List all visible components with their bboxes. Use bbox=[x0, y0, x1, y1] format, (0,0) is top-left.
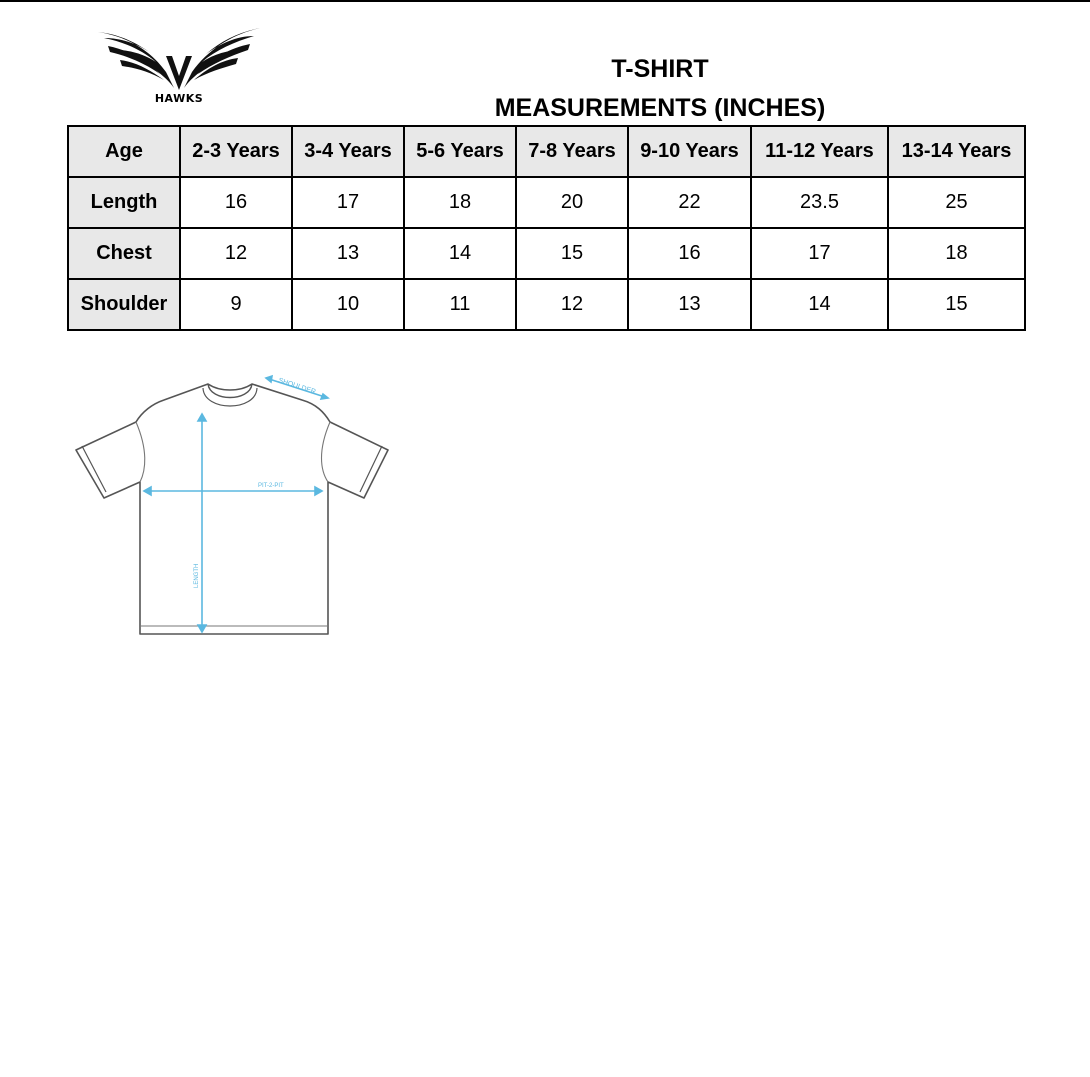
table-header-row bbox=[68, 126, 1025, 177]
table-cell: 22 bbox=[628, 177, 751, 228]
table-cell: 18 bbox=[404, 177, 516, 228]
table-cell: 16 bbox=[628, 228, 751, 279]
row-label: Chest bbox=[68, 228, 180, 279]
wings-logo-icon bbox=[94, 26, 264, 92]
table-cell: 12 bbox=[180, 228, 292, 279]
table-cell: 20 bbox=[516, 177, 628, 228]
tshirt-diagram bbox=[70, 370, 395, 645]
top-border bbox=[0, 0, 1090, 2]
table-cell: 17 bbox=[292, 177, 404, 228]
hawks-logo bbox=[94, 26, 264, 110]
table-cell: 14 bbox=[751, 279, 888, 330]
header-column: 5-6 Years bbox=[404, 126, 516, 177]
header-column: 9-10 Years bbox=[628, 126, 751, 177]
table-row-shoulder bbox=[68, 279, 1025, 330]
header-column: 3-4 Years bbox=[292, 126, 404, 177]
table-cell: 13 bbox=[628, 279, 751, 330]
shoulder-measure-label: SHOULDER bbox=[277, 377, 317, 396]
chest-measure-label: PIT-2-PIT bbox=[258, 483, 284, 489]
table-cell: 14 bbox=[404, 228, 516, 279]
tshirt-icon bbox=[70, 370, 395, 645]
header-column: 13-14 Years bbox=[888, 126, 1025, 177]
table-row-chest bbox=[68, 228, 1025, 279]
table-cell: 25 bbox=[888, 177, 1025, 228]
header-age: Age bbox=[68, 126, 180, 177]
table-cell: 15 bbox=[516, 228, 628, 279]
table-cell: 11 bbox=[404, 279, 516, 330]
table-row-length bbox=[68, 177, 1025, 228]
header-column: 7-8 Years bbox=[516, 126, 628, 177]
page-title bbox=[440, 50, 880, 128]
table-cell: 12 bbox=[516, 279, 628, 330]
length-measure-label: LENGTH bbox=[194, 563, 200, 588]
brand-name: HAWKS bbox=[154, 92, 204, 105]
table-cell: 15 bbox=[888, 279, 1025, 330]
row-label: Length bbox=[68, 177, 180, 228]
header-column: 2-3 Years bbox=[180, 126, 292, 177]
header-column: 11-12 Years bbox=[751, 126, 888, 177]
table-cell: 17 bbox=[751, 228, 888, 279]
title-line-2: MEASUREMENTS (INCHES) bbox=[494, 94, 826, 122]
table-cell: 13 bbox=[292, 228, 404, 279]
table-cell: 23.5 bbox=[751, 177, 888, 228]
table-cell: 10 bbox=[292, 279, 404, 330]
table-cell: 18 bbox=[888, 228, 1025, 279]
row-label: Shoulder bbox=[68, 279, 180, 330]
measurements-table bbox=[67, 125, 1026, 331]
table-cell: 16 bbox=[180, 177, 292, 228]
title-line-1: T-SHIRT bbox=[611, 55, 709, 83]
table-cell: 9 bbox=[180, 279, 292, 330]
